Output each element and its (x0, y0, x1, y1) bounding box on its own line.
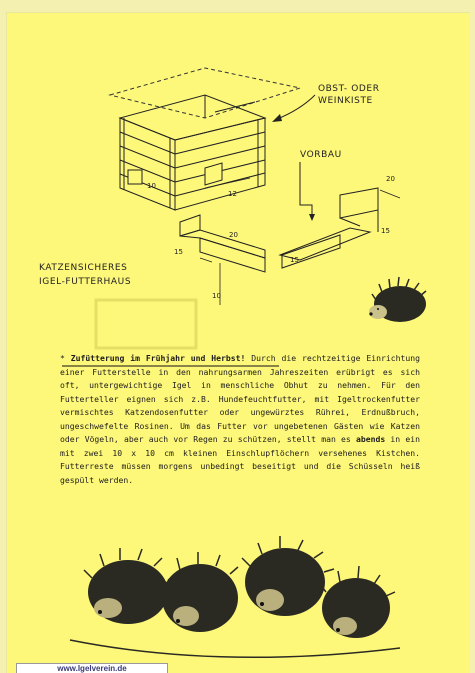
label-porch: VORBAU (300, 150, 342, 160)
svg-text:15: 15 (174, 248, 183, 256)
svg-text:15: 15 (381, 227, 390, 235)
label-title-line1: KATZENSICHERES (39, 263, 128, 273)
label-box-line1: OBST- ODER (318, 84, 380, 94)
crate-box (120, 95, 265, 210)
body-text-part2: in ein mit zwei 10 x 10 cm kleinen Einschlupflöchern versehenes Kistchen. Futterreste müssen morgens unbedingt beseitigt und die Schüsseln heiß gespült werden. (60, 434, 420, 485)
label-box-line2: WEINKISTE (318, 96, 373, 106)
hedgehog-illustration (369, 277, 426, 322)
footer-url[interactable]: www.Igelverein.de (16, 663, 168, 673)
bullet-marker: * (60, 353, 65, 363)
svg-text:10: 10 (147, 182, 156, 190)
label-title-line2: IGEL-FUTTERHAUS (39, 277, 132, 287)
article-text (60, 352, 420, 487)
svg-text:10: 10 (212, 292, 221, 300)
svg-text:20: 20 (229, 231, 238, 239)
svg-text:12: 12 (228, 190, 237, 198)
section-heading: Zufütterung im Frühjahr und Herbst! (70, 353, 246, 363)
article-paragraph (60, 352, 420, 487)
svg-text:20: 20 (386, 175, 395, 183)
body-text-part1: Durch die rechtzeitige Einrichtung einer Futterstelle in den nahrungsarmen Jahreszeiten erübrigt es sich oft, untergewichtige Igel in menschliche Obhut zu nehmen. Für den Futterteller eignen sich z.B. Hundefeuchtfutter, mit Igeltrockenfutter vermischtes Katzendosenfutter oder ungewürztes Rührei, Erdnußbruch, ungeschwefelte Rosinen. Um das Futter vor ungebetenen Gästen wie Katzen oder Vögeln, aber auch vor Regen zu schützen, stellt man es (60, 353, 420, 444)
svg-text:15: 15 (290, 256, 299, 264)
show-through-mark (96, 300, 196, 348)
body-text-emphasis: abends (355, 434, 386, 444)
hedgehog-group-illustration (70, 536, 400, 657)
